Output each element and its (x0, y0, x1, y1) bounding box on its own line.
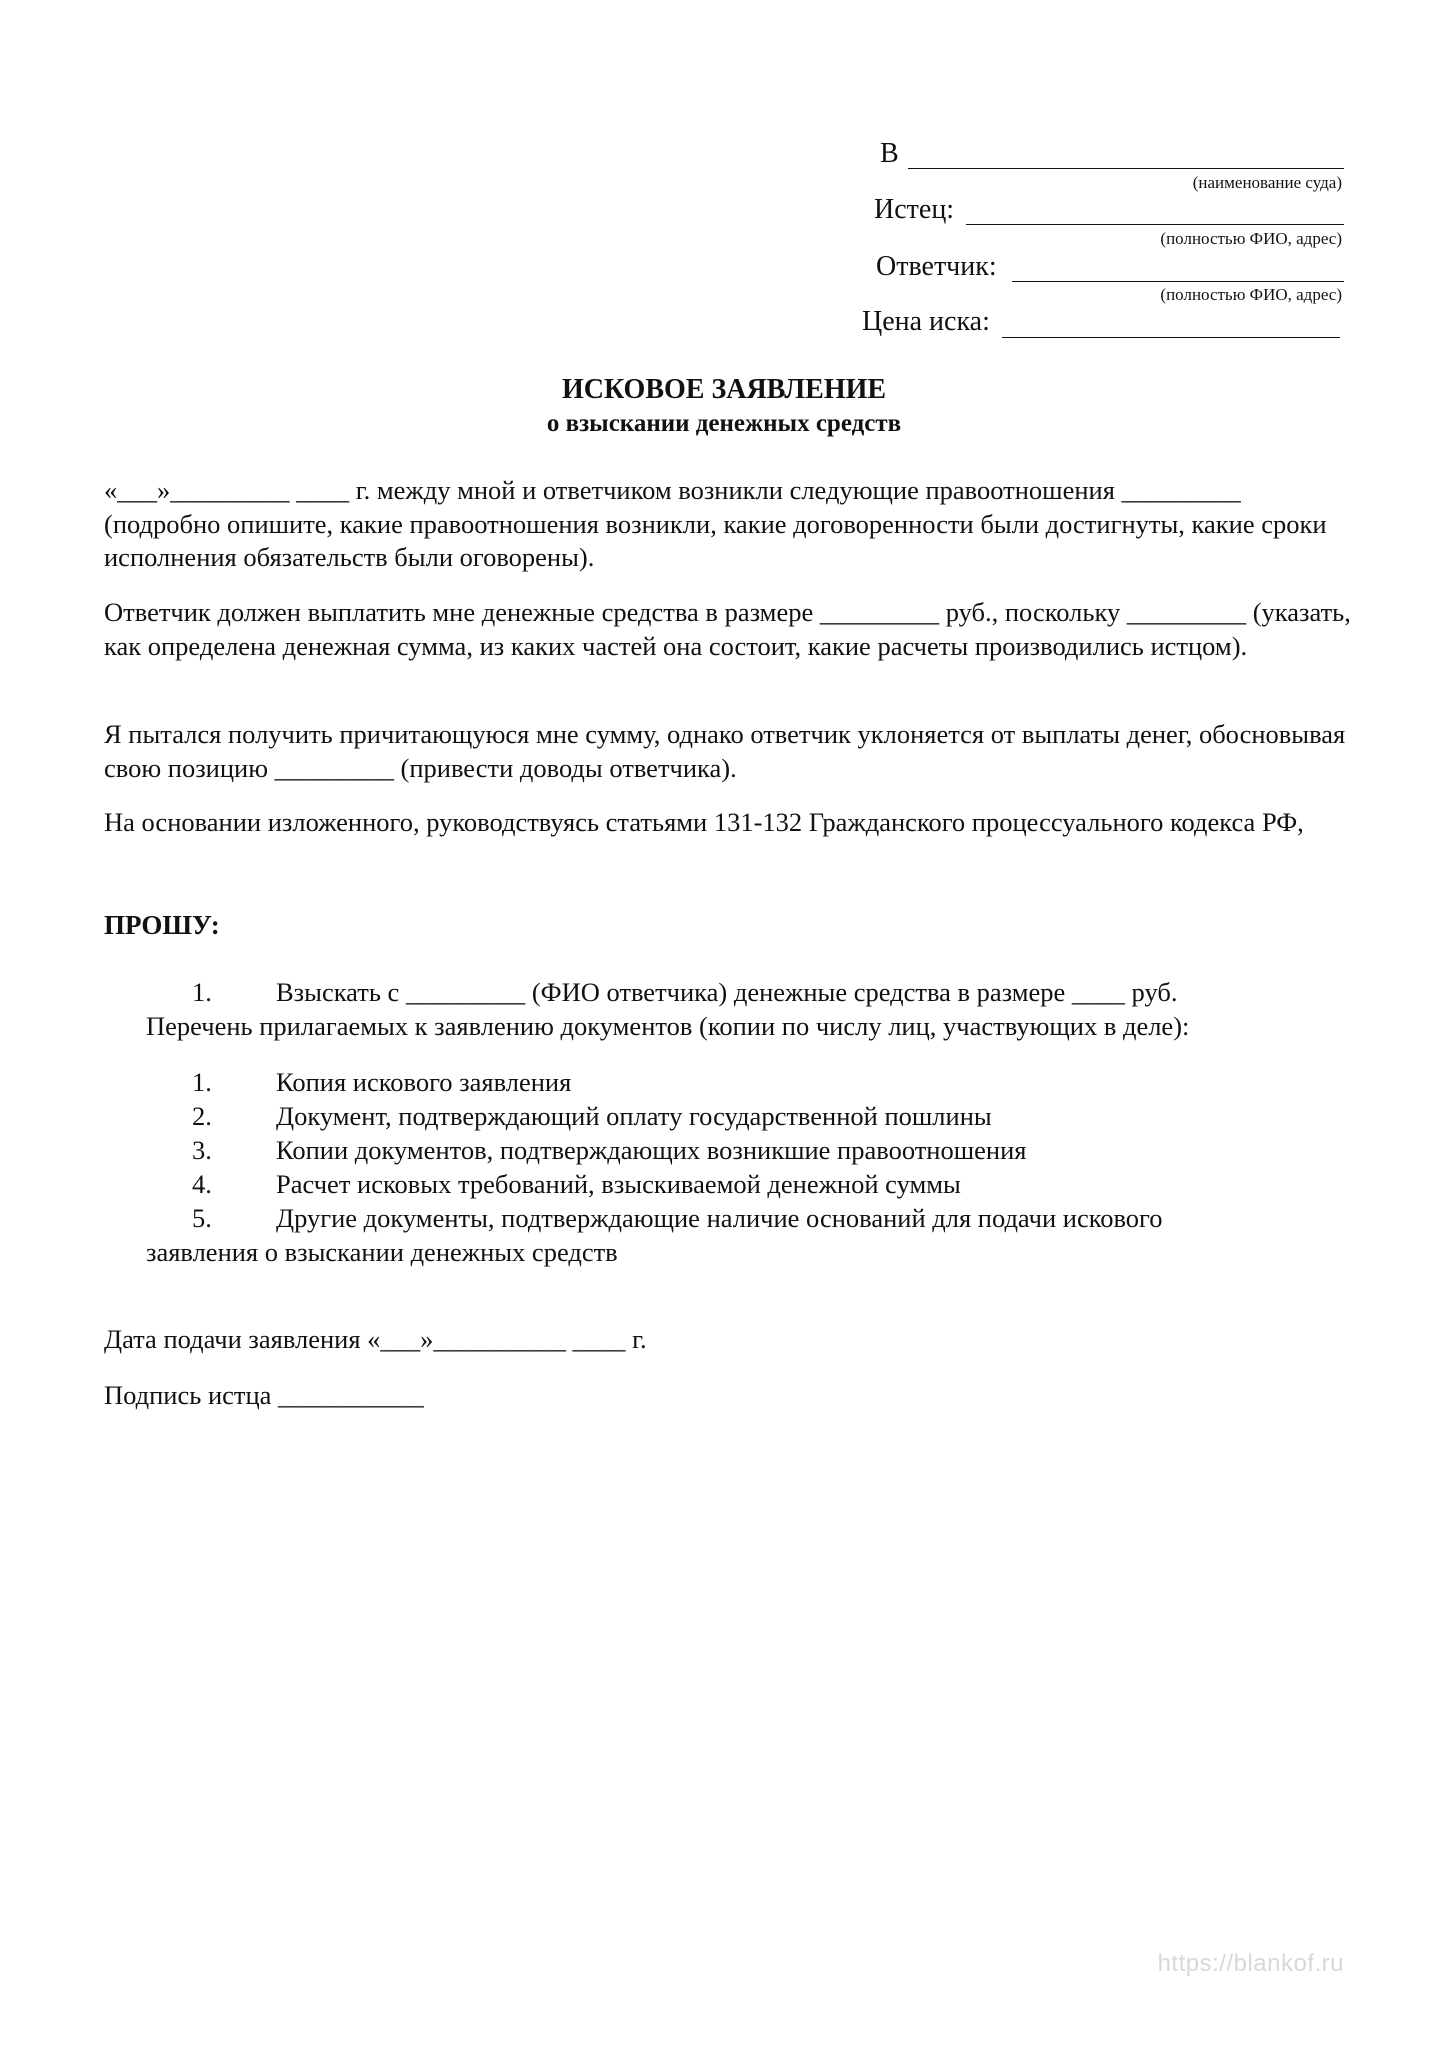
filing-date-line: Дата подачи заявления «___»__________ ____ г. (104, 1324, 647, 1354)
attachment-item (0, 1202, 1448, 1236)
attachment-number: 3. (192, 1135, 212, 1165)
attachment-item (0, 1168, 1448, 1202)
document-title: ИСКОВОЕ ЗАЯВЛЕНИЕ (561, 374, 887, 405)
paragraph-text: На основании изложенного, руководствуясь статьями 131-132 Гражданского процессуального кодекса РФ, (104, 807, 1304, 837)
attachment-item (0, 1100, 1448, 1134)
court-label: В (880, 138, 899, 169)
paragraph-text: «___»_________ ____ г. между мной и ответчиком возникли следующие правоотношения _________ (подробно опишите, какие правоотношения возникли, какие договоренности были достигнуты, какие сроки исполнения обязательств были оговорены). (104, 475, 1327, 572)
court-hint: (наименование суда) (1192, 173, 1342, 192)
attachment-number: 2. (192, 1101, 212, 1131)
request-number: 1. (192, 977, 212, 1007)
attachment-item (0, 1066, 1448, 1100)
paragraph-text: Я пытался получить причитающуюся мне сумму, однако ответчик уклоняется от выплаты денег, обосновывая свою позицию _________ (привести доводы ответчика). (104, 719, 1346, 783)
plaintiff-hint: (полностью ФИО, адрес) (1160, 229, 1342, 248)
claim-price-label: Цена иска: (862, 306, 990, 337)
attachment-continuation: заявления о взыскании денежных средств (146, 1237, 618, 1267)
attachment-text: Документ, подтверждающий оплату государственной пошлины (276, 1101, 992, 1131)
plaintiff-label: Истец: (874, 194, 955, 225)
defendant-blank-line (1012, 281, 1344, 282)
paragraph-text: Ответчик должен выплатить мне денежные средства в размере _________ руб., поскольку _________ (указать, как определена денежная сумма, из каких частей она состоит, какие расчеты производились истцом). (104, 597, 1351, 661)
attachment-number: 5. (192, 1203, 212, 1233)
attachment-number: 1. (192, 1067, 212, 1097)
paragraph-grounds (104, 806, 1354, 840)
defendant-hint: (полностью ФИО, адрес) (1160, 285, 1342, 304)
defendant-label: Ответчик: (876, 251, 997, 282)
attachment-number: 4. (192, 1169, 212, 1199)
paragraph-attempt (104, 718, 1354, 785)
paragraph-amount (104, 596, 1354, 663)
claim-price-blank-line (1002, 337, 1340, 338)
request-text: Взыскать с _________ (ФИО ответчика) денежные средства в размере ____ руб. (276, 977, 1178, 1007)
attachment-text: Другие документы, подтверждающие наличие оснований для подачи искового (276, 1203, 1163, 1233)
attachments-intro: Перечень прилагаемых к заявлению документов (копии по числу лиц, участвующих в деле): (146, 1011, 1190, 1041)
watermark-url: https://blankof.ru (1157, 1950, 1344, 1977)
signature-line: Подпись истца ___________ (104, 1380, 424, 1410)
attachment-text: Расчет исковых требований, взыскиваемой денежной суммы (276, 1169, 961, 1199)
request-item (0, 976, 1448, 1010)
attachment-item (0, 1134, 1448, 1168)
request-heading: ПРОШУ: (104, 910, 220, 940)
paragraph-relations (104, 474, 1327, 575)
attachment-text: Копии документов, подтверждающих возникшие правоотношения (276, 1135, 1027, 1165)
court-blank-line (908, 168, 1344, 169)
attachment-text: Копия искового заявления (276, 1067, 572, 1097)
plaintiff-blank-line (966, 224, 1344, 225)
document-subtitle: о взыскании денежных средств (546, 410, 902, 437)
